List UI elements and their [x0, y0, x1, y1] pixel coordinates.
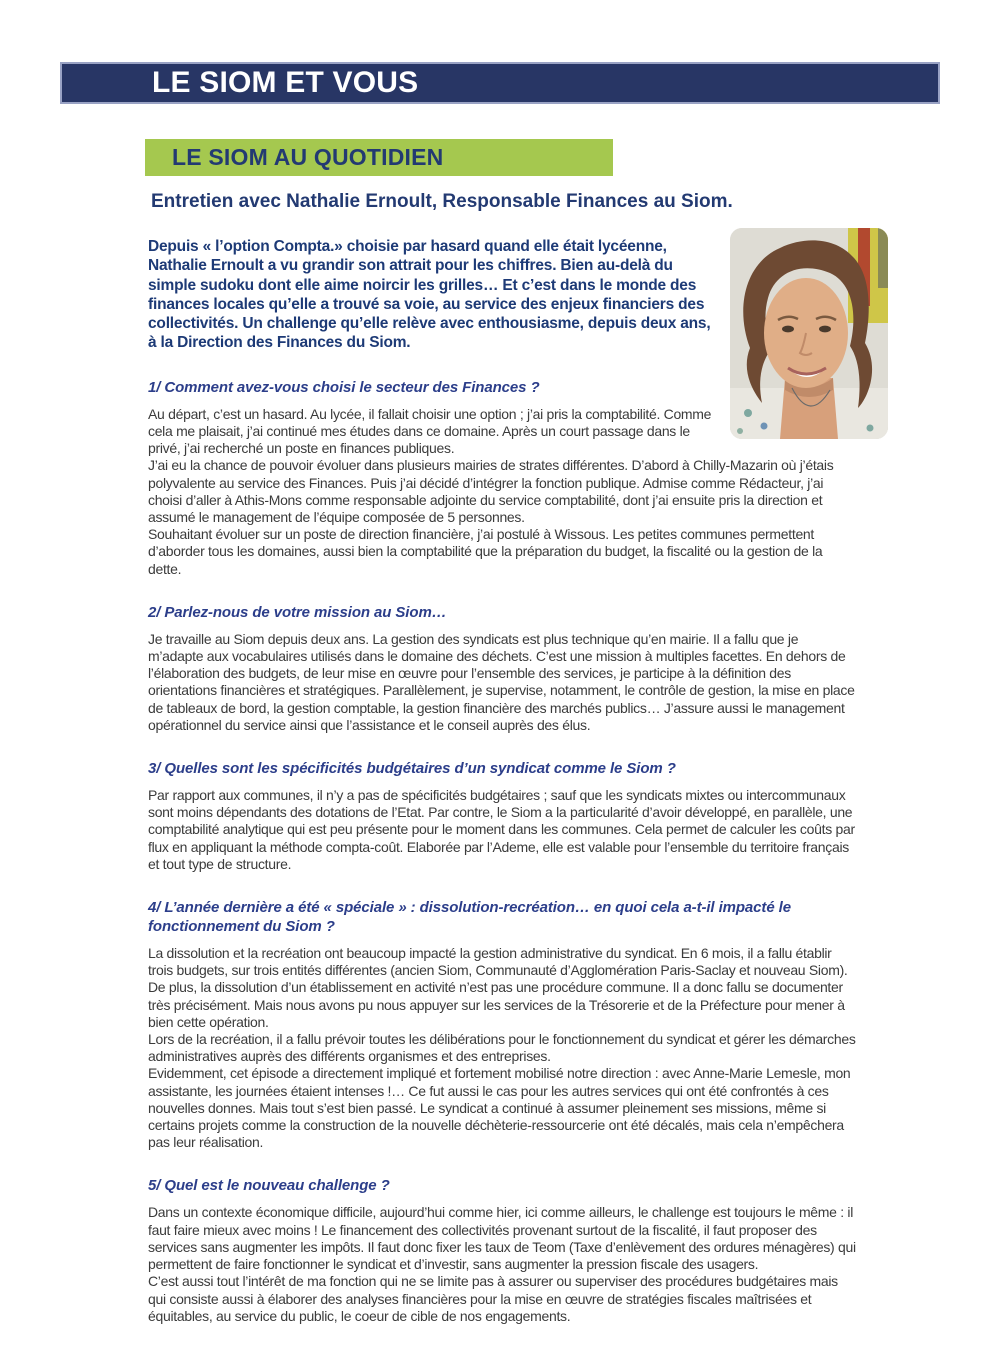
answer-paragraph: Evidemment, cet épisode a directement impliqué et fortement mobilisé notre direction : avec Anne-Marie Lemesle, mon assistante, les journées étaient intenses !… Ce fut aussi le cas pour les autres services qui ont été confrontés à ces nouvelles donnes. Mais tout s’est bien passé. Le syndicat a continué à assumer pleinement ses missions, même si certains projets comme la construction de la nouvelle déchèterie-ressourcerie ont été décalés, mais cela n’empêchera pas leur réalisation.: [148, 1065, 851, 1151]
answer-paragraph: Au départ, c’est un hasard. Au lycée, il fallait choisir une option ; j’ai pris la comptabilité. Comme cela me plaisait, j’ai continué mes études dans ce domaine. Après un court passage dans le privé, j’ai recherché un poste en finances publiques.: [148, 405, 712, 457]
answer-paragraph: Souhaitant évoluer sur un poste de direction financière, j’ai postulé à Wissous. Les petites communes permettent d’aborder tous les domaines, aussi bien la comptabilité que la préparation du budget, la fiscalité ou la gestion de la dette.: [148, 526, 823, 577]
answer: [148, 787, 856, 873]
answer-paragraph: Je travaille au Siom depuis deux ans. La gestion des syndicats est plus technique qu’en mairie. Il a fallu que je m’adapte aux vocabulaires utilisés dans le domaine des déchets. C’est une mission à multiples facettes. En dehors de l’élaboration des budgets, de leur mise en œuvre pour l’ensemble des services, je participe à la définition des orientations financières et stratégiques. Parallèlement, je supervise, notamment, le contrôle de gestion, la mise en place de tableaux de bord, la gestion comptable, la gestion financière des marchés publics… J’assure aussi le management opérationnel du service ainsi que l’assistance et le conseil auprès des élus.: [148, 630, 855, 733]
question-heading: 4/ L’année dernière a été « spéciale » : dissolution-recréation… en quoi cela a-t-il impacté le fonctionnement du Siom ?: [148, 899, 791, 936]
qa-list: [148, 378, 856, 1325]
answer-paragraph: Lors de la recréation, il a fallu prévoir toutes les délibérations pour le fonctionnement du syndicat et gérer les démarches administratives auprès des différents organismes et des entreprises.: [148, 1031, 856, 1065]
answer-paragraph: J’ai eu la chance de pouvoir évoluer dans plusieurs mairies de strates différentes. D’abord à Chilly-Mazarin où j’étais polyvalente au service des Finances. Puis j’ai décidé d’intégrer la fonction publique. Admise comme Rédacteur, j’ai choisi d’aller à Athis-Mons comme responsable adjointe du service comptabilité, dont j’ai ensuite pris la direction et assumé le management de l’équipe composée de 5 personnes.: [148, 457, 834, 525]
page-title: LE SIOM ET VOUS: [152, 66, 419, 99]
question-heading: 2/ Parlez-nous de votre mission au Siom…: [148, 603, 447, 621]
qa-item: [148, 603, 856, 734]
answer: [148, 631, 856, 734]
section-banner: [145, 139, 613, 176]
question-heading: 5/ Quel est le nouveau challenge ?: [148, 1177, 390, 1195]
interview-subtitle: Entretien avec Nathalie Ernoult, Responsable Finances au Siom.: [151, 191, 733, 212]
question-heading: 1/ Comment avez-vous choisi le secteur des Finances ?: [148, 378, 540, 396]
answer: [148, 1204, 856, 1324]
answer: [148, 945, 856, 1151]
page-title-bar: [60, 62, 940, 104]
question-heading: 3/ Quelles sont les spécificités budgétaires d’un syndicat comme le Siom ?: [148, 760, 676, 778]
intro-paragraph: Depuis « l’option Compta.» choisie par hasard quand elle était lycéenne, Nathalie Ernoult a vu grandir son attrait pour les chiffres. Bien au-delà du simple sudoku dont elle aime noircir les grilles… Et c’est dans le monde des finances locales qu’elle a trouvé sa voie, au service des enjeux financiers des collectivités. Un challenge qu’elle relève avec enthousiasme, depuis deux ans, à la Direction des Finances du Siom.: [148, 238, 711, 352]
answer-paragraph: La dissolution et la recréation ont beaucoup impacté la gestion administrative du syndicat. En 6 mois, il a fallu établir trois budgets, sur trois entités différentes (ancien Siom, Communauté d’Agglomération Paris-Saclay et nouveau Siom). De plus, la dissolution d’un établissement en activité n’est pas une procédure commune. Il a donc fallu se documenter très précisément. Mais nous avons pu nous appuyer sur les services de la Trésorerie et de la Préfecture pour mener à bien cette opération.: [148, 945, 848, 1030]
answer-paragraph: Dans un contexte économique difficile, aujourd’hui comme hier, ici comme ailleurs, le challenge est toujours le même : il faut faire mieux avec moins ! Le financement des collectivités provenant surtout de la fiscalité, il faut proposer des services sans augmenter les impôts. Il faut donc fixer les taux de Teom (Taxe d’enlèvement des ordures ménagères) qui permettent de faire fonctionner le syndicat et d’investir, sans augmenter la pression fiscale des usagers.: [148, 1204, 856, 1273]
article-body: [148, 237, 856, 1325]
qa-item: [148, 1176, 856, 1324]
section-banner-label: LE SIOM AU QUOTIDIEN: [172, 144, 444, 170]
qa-item: [148, 759, 856, 873]
answer-paragraph: C’est aussi tout l’intérêt de ma fonction qui ne se limite pas à assurer ou superviser des procédures budgétaires mais qui consiste aussi à élaborer des analyses financières pour la mise en œuvre de stratégies fiscales maîtrisées et équitables, au service du public, le coeur de cible de nos engagements.: [148, 1273, 838, 1324]
photo-float-spacer: [716, 237, 856, 439]
answer-paragraph: Par rapport aux communes, il n’y a pas de spécificités budgétaires ; sauf que les syndicats mixtes ou intercommunaux sont moins dépendants des dotations de l’Etat. Par contre, le Siom a la particularité d’avoir développé, en parallèle, une comptabilité analytique qui est peu présente pour le moment dans les communes. Cela permet de calculer les coûts par flux en appliquant la méthode compta-coût. Elaborée par l’Ademe, elle est valable pour l’ensemble du territoire français et tout type de structure.: [148, 787, 855, 872]
qa-item: [148, 898, 856, 1151]
